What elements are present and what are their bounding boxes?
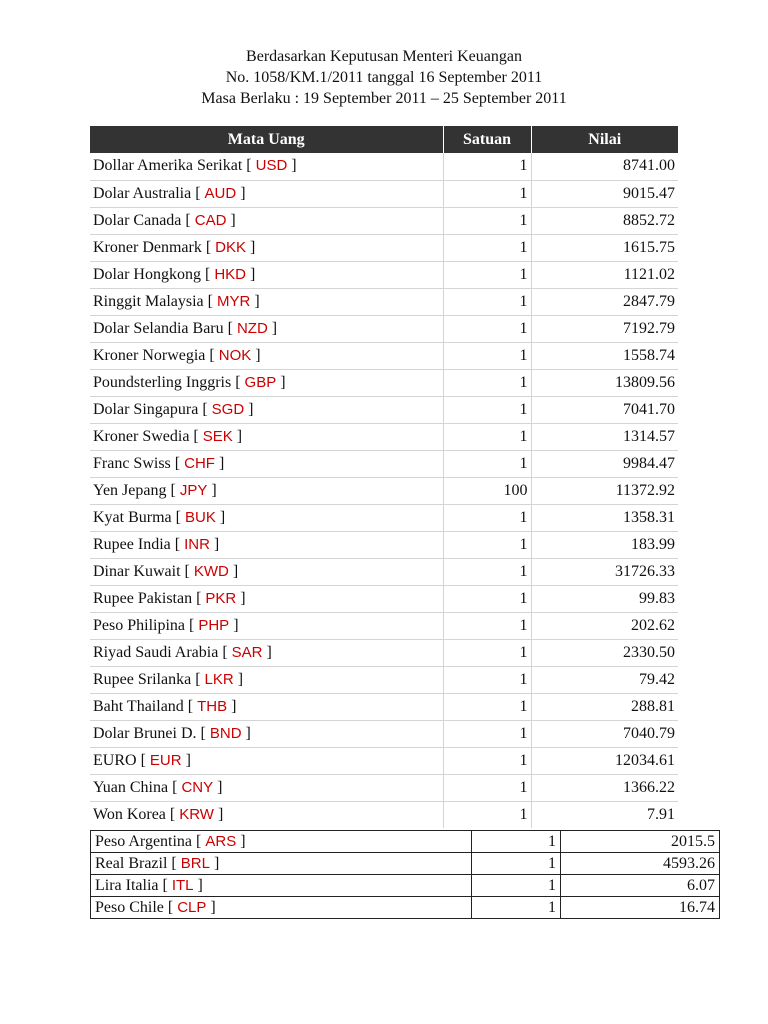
currency-code: INR [184, 535, 210, 553]
currency-cell: Kroner Denmark [ DKK ] [90, 234, 443, 261]
currency-name: Dolar Australia [93, 184, 192, 202]
table-row [90, 639, 678, 666]
value-cell: 202.62 [531, 612, 678, 639]
currency-cell: Franc Swiss [ CHF ] [90, 450, 443, 477]
table-row [90, 234, 678, 261]
currency-name: Rupee Pakistan [93, 589, 193, 607]
table-row [90, 207, 678, 234]
unit-cell: 1 [443, 801, 531, 828]
value-cell: 6.07 [561, 875, 720, 897]
unit-cell: 1 [443, 261, 531, 288]
currency-code: NZD [236, 319, 268, 337]
currency-name: Peso Argentina [95, 832, 193, 850]
value-cell: 7040.79 [531, 720, 678, 747]
unit-cell: 1 [443, 504, 531, 531]
currency-cell: Won Korea [ KRW ] [90, 801, 443, 828]
currency-name: Yuan China [93, 778, 169, 796]
table-row [90, 747, 678, 774]
currency-name: Franc Swiss [93, 454, 171, 472]
currency-code: KRW [179, 805, 214, 823]
value-cell: 1358.31 [531, 504, 678, 531]
table-row [90, 504, 678, 531]
unit-cell: 1 [443, 342, 531, 369]
value-cell: 1615.75 [531, 234, 678, 261]
currency-code: AUD [204, 184, 237, 202]
exchange-rate-table [90, 126, 678, 828]
currency-code: GBP [244, 373, 277, 391]
table-row [90, 369, 678, 396]
unit-cell: 1 [443, 234, 531, 261]
value-cell: 9984.47 [531, 450, 678, 477]
currency-cell: Ringgit Malaysia [ MYR ] [90, 288, 443, 315]
currency-code: BRL [180, 854, 210, 872]
table-row [90, 720, 678, 747]
currency-name: Rupee Srilanka [93, 670, 192, 688]
value-cell: 12034.61 [531, 747, 678, 774]
value-cell: 11372.92 [531, 477, 678, 504]
unit-cell: 1 [443, 639, 531, 666]
currency-name: Poundsterling Inggris [93, 373, 232, 391]
table-row [90, 774, 678, 801]
unit-cell: 1 [443, 450, 531, 477]
currency-cell: Baht Thailand [ THB ] [90, 693, 443, 720]
value-cell: 31726.33 [531, 558, 678, 585]
unit-cell: 1 [443, 207, 531, 234]
currency-cell: Dinar Kuwait [ KWD ] [90, 558, 443, 585]
currency-name: Won Korea [93, 805, 166, 823]
currency-cell: Peso Chile [ CLP ] [91, 897, 472, 919]
currency-name: Peso Chile [95, 898, 164, 916]
currency-cell: Kroner Swedia [ SEK ] [90, 423, 443, 450]
value-cell: 2847.79 [531, 288, 678, 315]
currency-name: Dollar Amerika Serikat [93, 157, 243, 175]
table-row [90, 693, 678, 720]
currency-cell: Dolar Brunei D. [ BND ] [90, 720, 443, 747]
table-row [90, 261, 678, 288]
currency-name: Rupee India [93, 535, 171, 553]
table-row [90, 801, 678, 828]
table-row [90, 288, 678, 315]
currency-code: NOK [218, 346, 252, 364]
currency-code: BUK [184, 508, 216, 526]
column-header-value: Nilai [531, 126, 678, 153]
unit-cell: 1 [443, 693, 531, 720]
value-cell: 4593.26 [561, 853, 720, 875]
currency-code: PKR [205, 589, 237, 607]
value-cell: 2330.50 [531, 639, 678, 666]
table-row [90, 558, 678, 585]
currency-name: Peso Philipina [93, 616, 186, 634]
currency-code: CLP [177, 898, 207, 916]
currency-cell: Yuan China [ CNY ] [90, 774, 443, 801]
unit-cell: 1 [443, 558, 531, 585]
unit-cell: 1 [443, 531, 531, 558]
currency-cell: Rupee Srilanka [ LKR ] [90, 666, 443, 693]
document-header [0, 46, 768, 109]
column-header-currency: Mata Uang [90, 126, 443, 153]
currency-cell: Rupee India [ INR ] [90, 531, 443, 558]
currency-cell: Dolar Hongkong [ HKD ] [90, 261, 443, 288]
currency-code: CAD [194, 211, 227, 229]
currency-name: Dolar Singapura [93, 400, 199, 418]
currency-code: KWD [193, 562, 229, 580]
value-cell: 16.74 [561, 897, 720, 919]
currency-cell: Dollar Amerika Serikat [ USD ] [90, 153, 443, 180]
currency-name: Dolar Brunei D. [93, 724, 197, 742]
table-body [90, 153, 678, 828]
currency-name: Kroner Denmark [93, 238, 202, 256]
currency-name: Dolar Hongkong [93, 265, 201, 283]
unit-cell: 1 [472, 875, 561, 897]
unit-cell: 1 [472, 853, 561, 875]
unit-cell: 1 [443, 423, 531, 450]
currency-name: Dinar Kuwait [93, 562, 181, 580]
table-row [90, 153, 678, 180]
currency-code: DKK [215, 238, 247, 256]
value-cell: 7192.79 [531, 315, 678, 342]
currency-name: Dolar Canada [93, 211, 182, 229]
unit-cell: 1 [443, 153, 531, 180]
unit-cell: 1 [472, 831, 561, 853]
table-row [90, 612, 678, 639]
table-row [90, 423, 678, 450]
value-cell: 7.91 [647, 805, 675, 823]
value-cell: 7041.70 [531, 396, 678, 423]
unit-cell: 1 [443, 585, 531, 612]
column-header-unit: Satuan [443, 126, 531, 153]
currency-name: Real Brazil [95, 854, 168, 872]
header-line-number: No. 1058/KM.1/2011 tanggal 16 September 2011 [225, 69, 543, 86]
value-cell: 1121.02 [531, 261, 678, 288]
currency-code: BND [209, 724, 242, 742]
value-cell: 183.99 [531, 531, 678, 558]
additional-rate-table [90, 830, 720, 919]
table-row [90, 531, 678, 558]
unit-cell: 100 [443, 477, 531, 504]
table-row [90, 180, 678, 207]
currency-code: CNY [181, 778, 214, 796]
value-cell: 1558.74 [531, 342, 678, 369]
table-row [90, 477, 678, 504]
unit-cell: 1 [443, 720, 531, 747]
value-cell: 1366.22 [531, 774, 678, 801]
currency-cell: Peso Philipina [ PHP ] [90, 612, 443, 639]
table-row [91, 831, 720, 853]
currency-cell: Dolar Selandia Baru [ NZD ] [90, 315, 443, 342]
value-cell: 79.42 [531, 666, 678, 693]
currency-code: USD [255, 157, 288, 175]
currency-cell: Peso Argentina [ ARS ] [91, 831, 472, 853]
table-header-row [90, 126, 678, 153]
value-cell: 2015.5 [561, 831, 720, 853]
currency-cell: EURO [ EUR ] [90, 747, 443, 774]
value-cell: 288.81 [531, 693, 678, 720]
currency-name: Riyad Saudi Arabia [93, 643, 219, 661]
currency-name: Yen Jepang [93, 481, 167, 499]
currency-name: Kyat Burma [93, 508, 172, 526]
table-row [90, 315, 678, 342]
currency-cell: Riyad Saudi Arabia [ SAR ] [90, 639, 443, 666]
currency-cell: Poundsterling Inggris [ GBP ] [90, 369, 443, 396]
unit-cell: 1 [443, 315, 531, 342]
currency-name: EURO [93, 751, 137, 769]
currency-name: Baht Thailand [93, 697, 184, 715]
currency-cell: Dolar Singapura [ SGD ] [90, 396, 443, 423]
unit-cell: 1 [443, 369, 531, 396]
table-row [91, 897, 720, 919]
currency-code: LKR [204, 670, 234, 688]
value-cell: 8741.00 [531, 153, 678, 180]
currency-cell: Real Brazil [ BRL ] [91, 853, 472, 875]
currency-cell: Lira Italia [ ITL ] [91, 875, 472, 897]
unit-cell: 1 [443, 747, 531, 774]
currency-code: MYR [216, 292, 251, 310]
value-cell: 99.83 [531, 585, 678, 612]
table-row [91, 853, 720, 875]
currency-name: Kroner Norwegia [93, 346, 206, 364]
header-line-validity: Masa Berlaku : 19 September 2011 – 25 September 2011 [201, 90, 567, 107]
table-row [90, 342, 678, 369]
currency-code: SEK [202, 427, 233, 445]
currency-code: CHF [184, 454, 215, 472]
currency-name: Lira Italia [95, 876, 159, 894]
currency-cell: Kroner Norwegia [ NOK ] [90, 342, 443, 369]
additional-table-body [91, 831, 720, 919]
currency-cell: Dolar Canada [ CAD ] [90, 207, 443, 234]
table-row [91, 875, 720, 897]
currency-code: SGD [211, 400, 245, 418]
currency-cell: Kyat Burma [ BUK ] [90, 504, 443, 531]
currency-name: Kroner Swedia [93, 427, 190, 445]
unit-cell: 1 [443, 666, 531, 693]
currency-cell: Yen Jepang [ JPY ] [90, 477, 443, 504]
table-row [90, 585, 678, 612]
table-row [90, 666, 678, 693]
value-cell: 8852.72 [531, 207, 678, 234]
currency-code: THB [197, 697, 228, 715]
value-cell: 9015.47 [531, 180, 678, 207]
currency-code: ARS [205, 832, 237, 850]
currency-cell: Rupee Pakistan [ PKR ] [90, 585, 443, 612]
unit-cell: 1 [443, 288, 531, 315]
unit-cell: 1 [443, 612, 531, 639]
currency-code: HKD [214, 265, 246, 283]
currency-code: EUR [149, 751, 182, 769]
currency-code: JPY [179, 481, 208, 499]
value-cell: 13809.56 [531, 369, 678, 396]
currency-code: PHP [198, 616, 230, 634]
unit-cell: 1 [443, 396, 531, 423]
table-row [90, 396, 678, 423]
currency-cell: Dolar Australia [ AUD ] [90, 180, 443, 207]
unit-cell: 1 [472, 897, 561, 919]
unit-cell: 1 [443, 774, 531, 801]
table-row [90, 450, 678, 477]
currency-name: Ringgit Malaysia [93, 292, 204, 310]
unit-cell: 1 [443, 180, 531, 207]
currency-name: Dolar Selandia Baru [93, 319, 224, 337]
header-line-decree: Berdasarkan Keputusan Menteri Keuangan [246, 48, 522, 65]
currency-code: ITL [171, 876, 194, 894]
currency-code: SAR [231, 643, 263, 661]
value-cell: 1314.57 [531, 423, 678, 450]
